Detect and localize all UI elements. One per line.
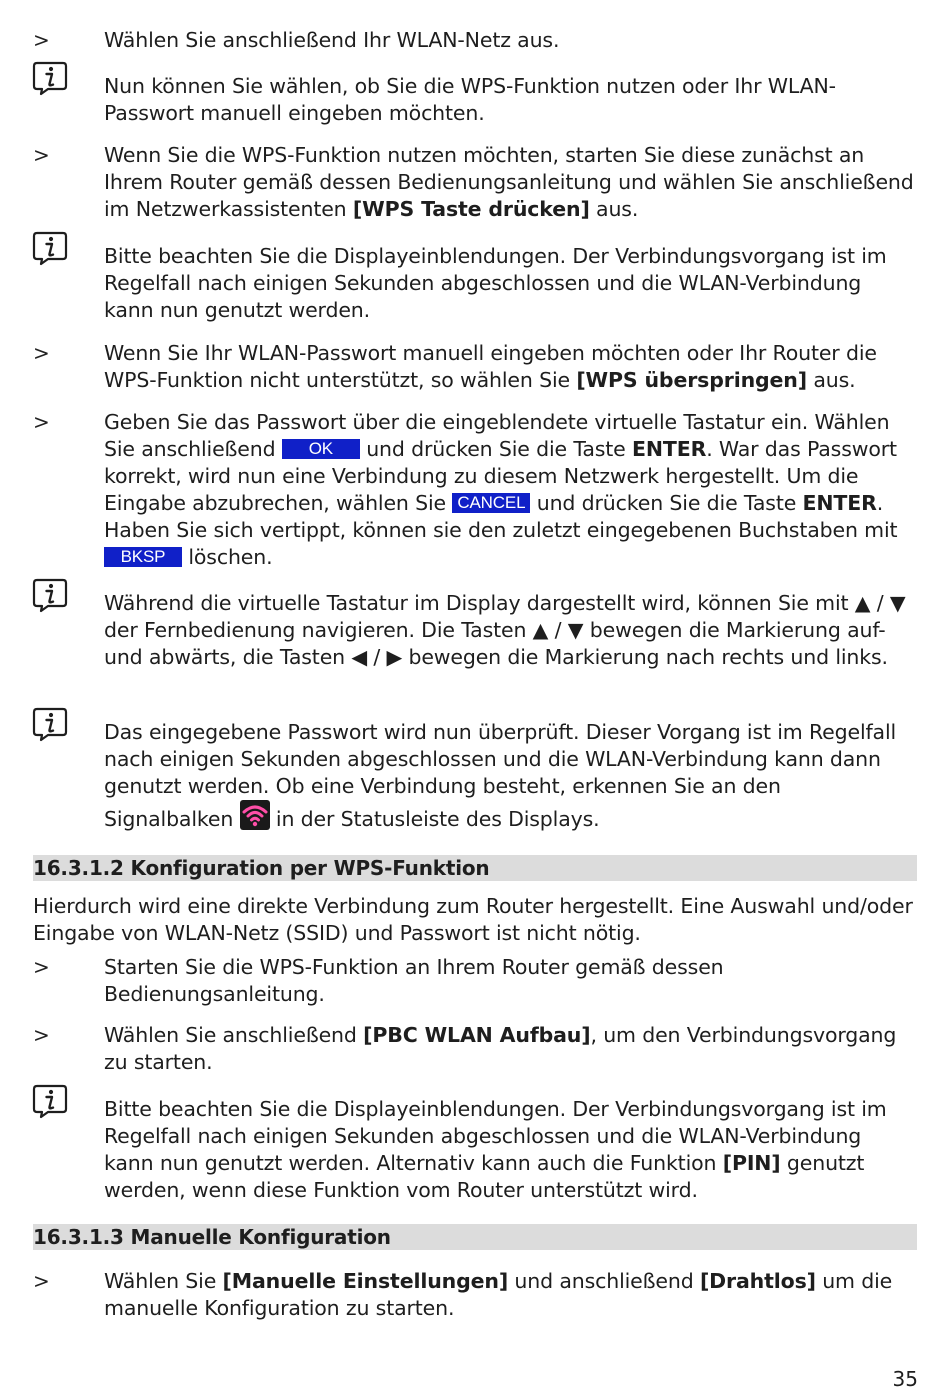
bullet-marker: > bbox=[33, 955, 50, 979]
bullet-marker: > bbox=[33, 1269, 50, 1293]
note-text: Bitte beachten Sie die Displayeinblendungen. Der Verbindungsvorgang ist im Regelfall nach einigen Sekunden abgeschlossen und die WLAN-Verbindung kann nun genutzt werden. bbox=[104, 244, 887, 322]
note-text: Das eingegebene Passwort wird nun überprüft. Dieser Vorgang ist im Regelfall nach einigen Sekunden abgeschlossen und die WLAN-Verbindung kann dann genutzt werden. Ob eine Verbindung besteht, erkennen Sie an den Signalbalken in der Statusleiste des Displays. bbox=[104, 720, 897, 831]
paragraph-wps-intro: Hierdurch wird eine direkte Verbindung zum Router hergestellt. Eine Auswahl und/oder Eingabe von WLAN-Netz (SSID) und Passwort ist nicht nötig. bbox=[33, 894, 913, 945]
menu-option-wps-taste: [WPS Taste drücken] bbox=[352, 197, 590, 221]
info-note-icon bbox=[31, 706, 69, 742]
bullet-text: Wählen Sie [Manuelle Einstellungen] und anschließend [Drahtlos] um die manuelle Konfiguration zu starten. bbox=[104, 1269, 893, 1320]
enter-key-label: ENTER bbox=[802, 491, 877, 515]
bullet-marker: > bbox=[33, 1023, 50, 1047]
bullet-text: Wählen Sie anschließend Ihr WLAN-Netz aus. bbox=[104, 28, 560, 52]
info-note-icon bbox=[31, 230, 69, 266]
menu-option-pin: [PIN] bbox=[722, 1151, 781, 1175]
bullet-text: Wenn Sie die WPS-Funktion nutzen möchten, starten Sie diese zunächst an Ihrem Router gemäß dessen Bedienungsanleitung und wählen Sie anschließend im Netzwerkassistenten [WPS Taste drücken] aus. bbox=[104, 143, 914, 221]
menu-option-wps-skip: [WPS überspringen] bbox=[576, 368, 807, 392]
bullet-text: Starten Sie die WPS-Funktion an Ihrem Router gemäß dessen Bedienungsanleitung. bbox=[104, 955, 724, 1006]
bullet-marker: > bbox=[33, 28, 50, 52]
note-text: Nun können Sie wählen, ob Sie die WPS-Funktion nutzen oder Ihr WLAN-Passwort manuell eingeben möchten. bbox=[104, 74, 836, 125]
menu-option-pbc: [PBC WLAN Aufbau] bbox=[363, 1023, 591, 1047]
ok-button-label: OK bbox=[282, 439, 360, 459]
bullet-text: Geben Sie das Passwort über die eingeblendete virtuelle Tastatur ein. Wählen Sie anschließend OK und drücken Sie die Taste ENTER. War das Passwort korrekt, wird nun eine Verbindung zu diesem Netzwerk hergestellt. Um die Eingabe abzubrechen, wählen Sie CANCEL und drücken Sie die Taste ENTER. Haben Sie sich vertippt, können sie den zuletzt eingegebenen Buchstaben mit BKSP löschen. bbox=[104, 410, 898, 569]
note-text: Bitte beachten Sie die Displayeinblendungen. Der Verbindungsvorgang ist im Regelfall nach einigen Sekunden abgeschlossen und die WLAN-Verbindung kann nun genutzt werden. Alternativ kann auch die Funktion [PIN] genutzt werden, wenn diese Funktion vom Router unterstützt wird. bbox=[104, 1097, 887, 1202]
cancel-button-label: CANCEL bbox=[452, 493, 530, 513]
wifi-signal-icon bbox=[240, 800, 270, 830]
bullet-marker: > bbox=[33, 410, 50, 434]
bullet-marker: > bbox=[33, 341, 50, 365]
bksp-button-label: BKSP bbox=[104, 547, 182, 567]
info-note-icon bbox=[31, 1083, 69, 1119]
note-text: Während die virtuelle Tastatur im Display dargestellt wird, können Sie mit ▲ / ▼ der Fernbedienung navigieren. Die Tasten ▲ / ▼ bewegen die Markierung auf- und abwärts, die Tasten ◀ / ▶ bewegen die Markierung nach rechts und links. bbox=[104, 591, 906, 669]
info-note-icon bbox=[31, 60, 69, 96]
enter-key-label: ENTER bbox=[632, 437, 707, 461]
bullet-text: Wählen Sie anschließend [PBC WLAN Aufbau], um den Verbindungsvorgang zu starten. bbox=[104, 1023, 897, 1074]
section-heading-manual: 16.3.1.3 Manuelle Konfiguration bbox=[33, 1224, 917, 1250]
menu-option-wireless: [Drahtlos] bbox=[699, 1269, 816, 1293]
page-number: 35 bbox=[892, 1367, 918, 1391]
bullet-text: Wenn Sie Ihr WLAN-Passwort manuell eingeben möchten oder Ihr Router die WPS-Funktion nicht unterstützt, so wählen Sie [WPS überspringen] aus. bbox=[104, 341, 877, 392]
menu-option-manual-settings: [Manuelle Einstellungen] bbox=[222, 1269, 509, 1293]
section-heading-wps: 16.3.1.2 Konfiguration per WPS-Funktion bbox=[33, 855, 917, 881]
info-note-icon bbox=[31, 577, 69, 613]
bullet-marker: > bbox=[33, 143, 50, 167]
